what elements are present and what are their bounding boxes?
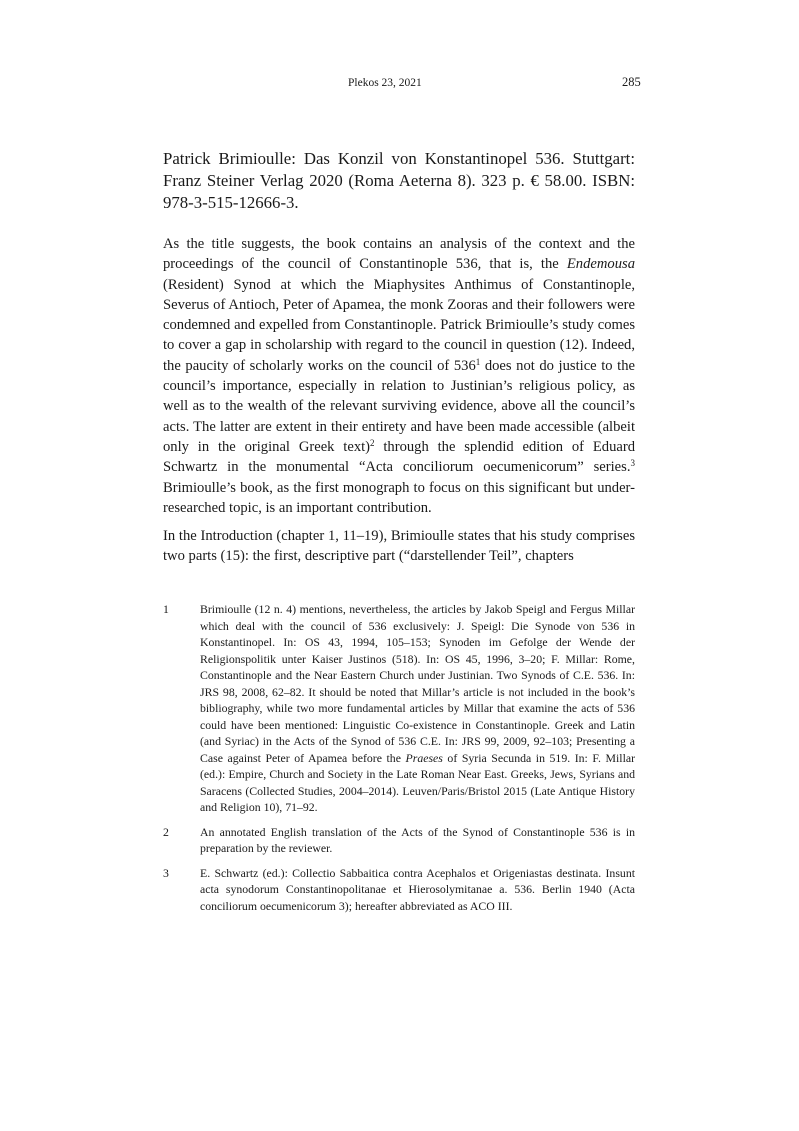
footnote-1 [163, 601, 635, 816]
footnote-number: 1 [163, 602, 169, 616]
footnote-number: 2 [163, 824, 169, 839]
footnote-ref-1[interactable]: 1 [475, 356, 481, 367]
footnote-text: Brimioulle (12 n. 4) mentions, nevertheless, the articles by Jakob Speigl and Fergus Millar which deal with the council of 536 exclusively: J. Speigl: Die Synode von 536 in Konstantinopel. In: OS 43, 1994, 105–153; Synoden im Gefolge der Wende der Religionspolitik unter Kaiser Justinos (518). In: OS 45, 1996, 3–20; F. Millar: Rome, Constantinople and the Near Eastern Church under Justinian. Two Synods of C.E. 536. In: JRS 98, 2008, 62–82. It should be noted that Millar’s article is not included in the book’s bibliography, while two more fundamental articles by Millar that examine the acts of 536 could have been mentioned: Linguistic Co-existence in Constantinople. Greek and Latin (and Syriac) in the Acts of the Synod of 536 C.E. In: JRS 99, 2009, 92–103; Presenting a Case against Peter of Apamea before the Praeses of Syria Secunda in 519. In: F. Millar (ed.): Empire, Church and Society in the Late Roman Near East. Greeks, Jews, Syrians and Saracens (Collected Studies, 2004–2014). Leuven/Paris/Bristol 2015 (Late Antique History and Religion 10), 71–92. [200, 602, 636, 814]
footnote-text: E. Schwartz (ed.): Collectio Sabbaitica contra Acephalos et Origeniastas destinata. Insunt acta synodorum Constantinopolitanae et Hierosolymitanae a. 536. Berlin 1940 (Acta conciliorum oecumenicorum 3); hereafter abbreviated as ACO III. [200, 865, 635, 913]
review-heading: Patrick Brimioulle: Das Konzil von Konstantinopel 536. Stuttgart: Franz Steiner Verlag 2020 (Roma Aeterna 8). 323 p. € 58.00. ISBN: 978-3-515-12666-3. [163, 149, 635, 212]
footnote-text: An annotated English translation of the Acts of the Synod of Constantinople 536 is in preparation by the reviewer. [200, 824, 635, 855]
footnote-ref-3[interactable]: 3 [630, 458, 635, 469]
page-number: 285 [622, 75, 641, 89]
footnotes [163, 601, 635, 922]
footnote-ref-2[interactable]: 2 [370, 437, 375, 448]
italic-term: Endemousa [566, 256, 635, 273]
footnote-2 [163, 824, 635, 857]
paragraph-2: In the Introduction (chapter 1, 11–19), Brimioulle states that his study comprises two parts (15): the first, descriptive part (“darstellender Teil”, chapters [163, 528, 635, 565]
footnote-number: 3 [163, 865, 169, 880]
paragraph-1: As the title suggests, the book contains an analysis of the context and the proceedings of the council of Constantinople 536, that is, the Endemousa (Resident) Synod at which the Miaphysites Anthimus of Constantinople, Severus of Antioch, Peter of Apamea, the monk Zooras and their followers were condemned and expelled from Constantinople. Patrick Brimioulle’s study comes to cover a gap in scholarship with regard to the council in question (12). Indeed, the paucity of scholarly works on the council of $536^1$ does not do justice to the council’s importance, especially in relation to Justinian’s religious policy, as well as to the wealth of the relevant surviving evidence, above all the council’s acts. The latter are extent in their entirety and have been made accessible (albeit only in the original Greek text)$^2$ through the splendid edition of Eduard Schwartz in the monumental “Acta conciliorum oecumenicorum” series.$^3$ Brimioulle’s book, as the first monograph to focus on this significant but under-researched topic, is an important contribution. [163, 236, 636, 516]
review-body [163, 234, 635, 575]
journal-citation: Plekos 23, 2021 [348, 77, 422, 89]
footnote-3 [163, 865, 635, 915]
